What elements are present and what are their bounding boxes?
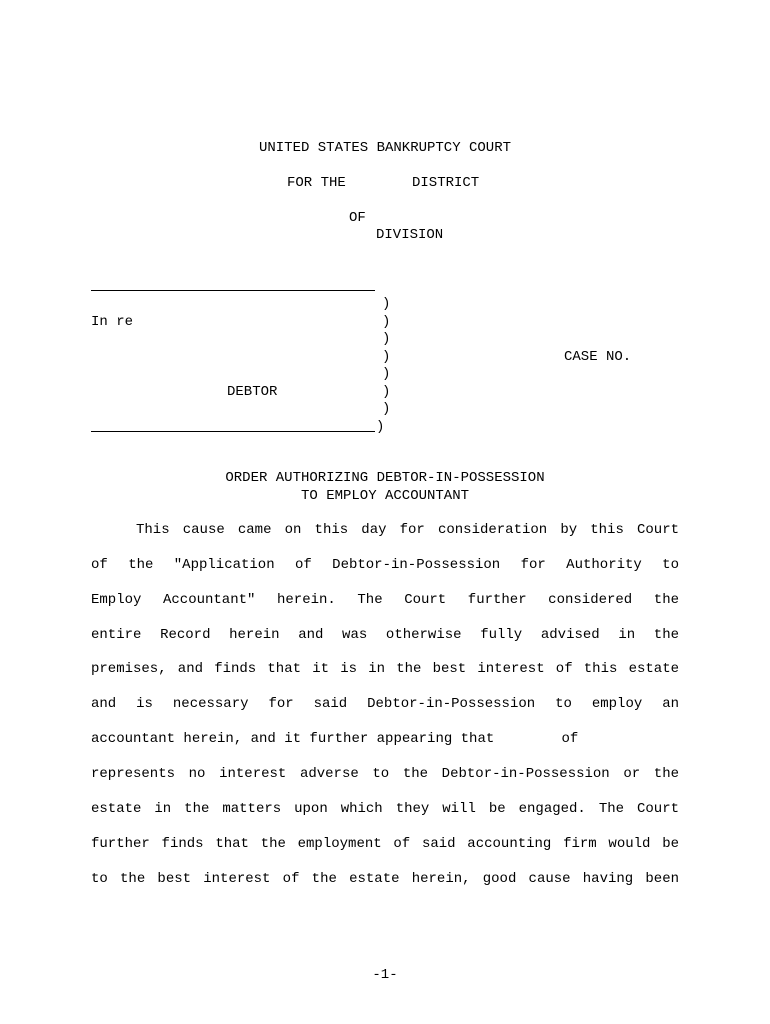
caption-paren: ) [382, 401, 391, 417]
order-title-line-2: TO EMPLOY ACCOUNTANT [300, 488, 470, 504]
caption-bottom-rule [91, 431, 375, 432]
in-re-label: In re [91, 314, 134, 330]
caption-paren: ) [376, 419, 385, 435]
caption-paren: ) [382, 349, 391, 365]
caption-paren: ) [382, 314, 391, 330]
body-line: estate in the matters upon which they will be engaged. The Court [91, 801, 679, 817]
of-label: OF [349, 210, 366, 226]
division-label: DIVISION [376, 227, 444, 243]
debtor-label: DEBTOR [227, 384, 278, 400]
case-number-label: CASE NO. [564, 349, 632, 365]
for-the-label: FOR THE [287, 175, 346, 191]
body-line: of the "Application of Debtor-in-Possession for Authority to [91, 557, 679, 573]
body-line: further finds that the employment of said accounting firm would be [91, 836, 679, 852]
order-title-line-1: ORDER AUTHORIZING DEBTOR-IN-POSSESSION [225, 470, 545, 486]
caption-paren: ) [382, 296, 391, 312]
district-label: DISTRICT [412, 175, 480, 191]
body-line: This cause came on this day for consideration by this Court [136, 522, 679, 538]
body-line: and is necessary for said Debtor-in-Possession to employ an [91, 696, 679, 712]
court-name: UNITED STATES BANKRUPTCY COURT [258, 140, 512, 156]
body-line: represents no interest adverse to the Debtor-in-Possession or the [91, 766, 679, 782]
body-line: accountant herein, and it further appearing that of [91, 731, 579, 747]
caption-paren: ) [382, 366, 391, 382]
caption-top-rule [91, 290, 375, 291]
caption-paren: ) [382, 331, 391, 347]
body-line: entire Record herein and was otherwise fully advised in the [91, 627, 679, 643]
body-line: Employ Accountant" herein. The Court further considered the [91, 592, 679, 608]
body-line: to the best interest of the estate herein, good cause having been [91, 871, 679, 887]
caption-paren: ) [382, 384, 391, 400]
body-line: premises, and finds that it is in the best interest of this estate [91, 661, 679, 677]
page-number: -1- [372, 967, 398, 983]
